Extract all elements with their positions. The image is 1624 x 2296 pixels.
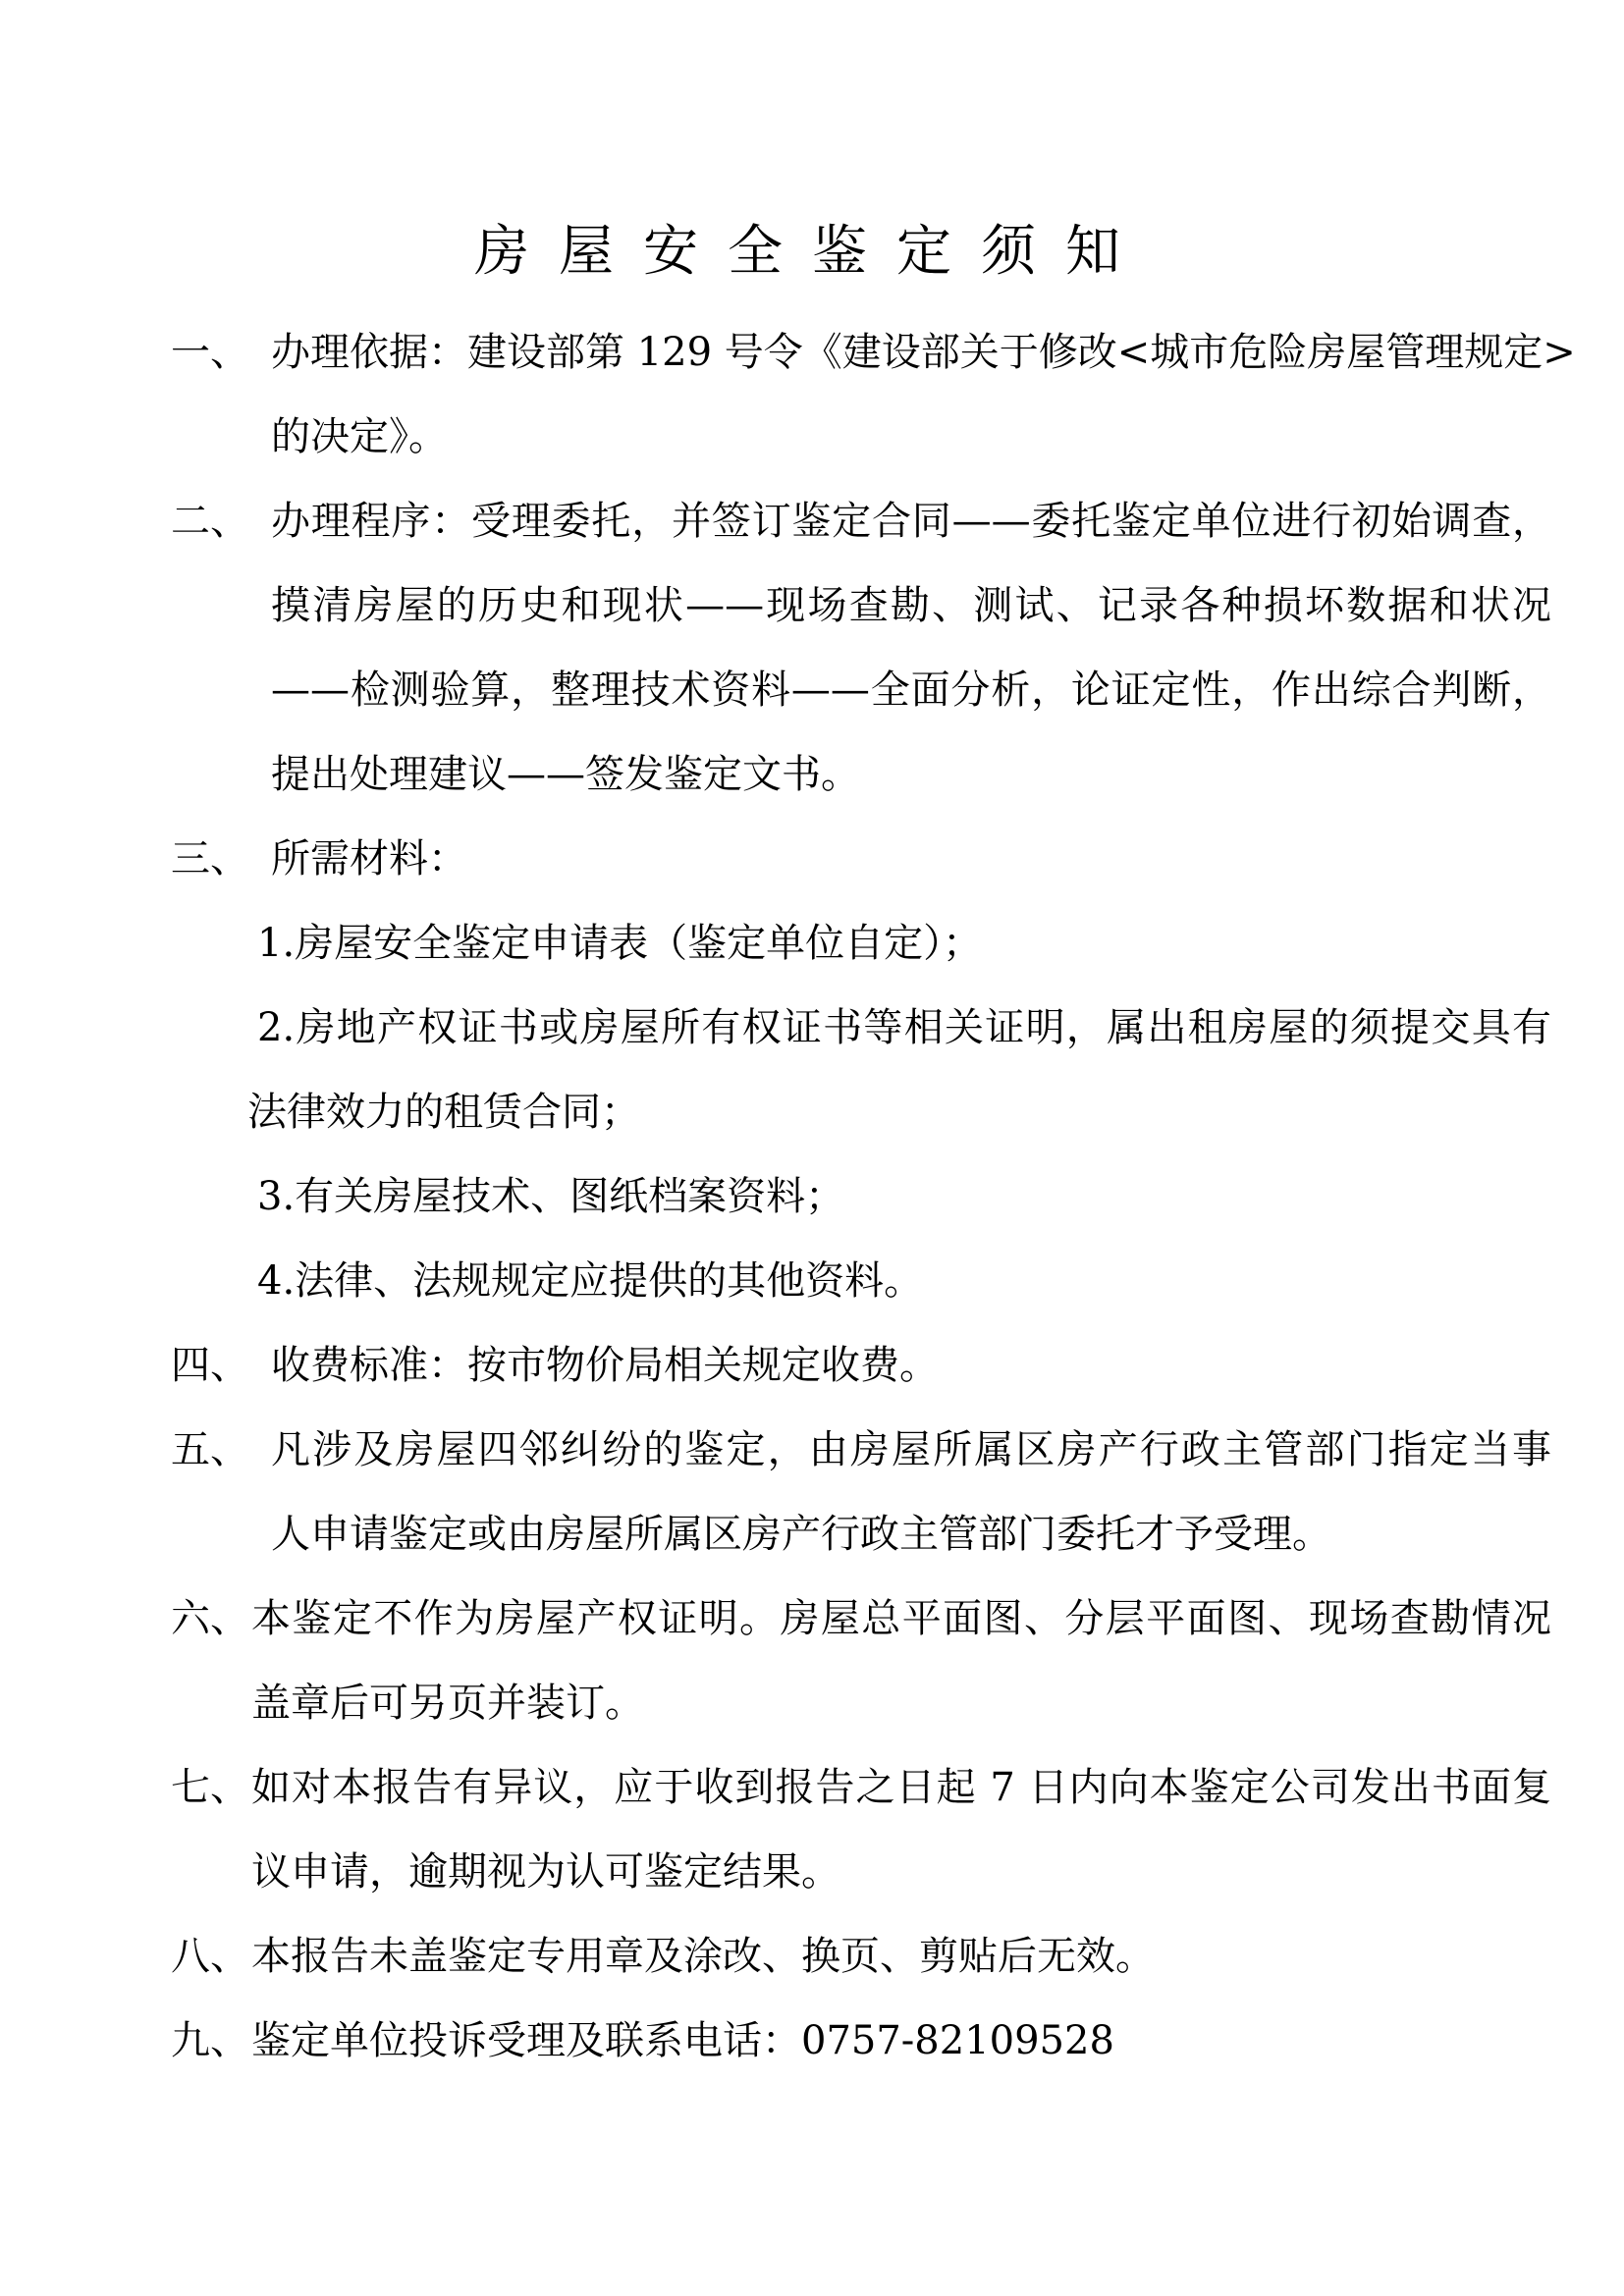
section-number: 七、	[171, 1765, 249, 1810]
section-number: 二、	[171, 499, 249, 544]
section-number: 三、	[171, 836, 249, 881]
section-line: 所需材料：	[271, 836, 467, 881]
section-number: 六、	[171, 1596, 249, 1641]
section-line: 本鉴定不作为房屋产权证明。房屋总平面图、分层平面图、现场查勘情况	[251, 1596, 1551, 1641]
section-line: 摸清房屋的历史和现状——现场查勘、测试、记录各种损坏数据和状况	[271, 583, 1551, 628]
section-line: 收费标准：按市物价局相关规定收费。	[271, 1343, 939, 1388]
section-line: 凡涉及房屋四邻纠纷的鉴定，由房屋所属区房产行政主管部门指定当事	[271, 1427, 1551, 1472]
section-line: 如对本报告有异议，应于收到报告之日起 7 日内向本鉴定公司发出书面复	[251, 1765, 1551, 1810]
section-number: 四、	[171, 1343, 249, 1388]
material-item: 4.法律、法规规定应提供的其他资料。	[257, 1258, 924, 1304]
material-item: 法律效力的租赁合同；	[247, 1090, 640, 1135]
section-line: 办理依据：建设部第 129 号令《建设部关于修改<城市危险房屋管理规定>	[271, 330, 1576, 375]
section-line: 办理程序：受理委托，并签订鉴定合同——委托鉴定单位进行初始调查，	[271, 499, 1551, 544]
section-number: 五、	[171, 1427, 249, 1472]
contact-line: 鉴定单位投诉受理及联系电话：0757-82109528	[251, 2018, 1114, 2063]
section-number: 八、	[171, 1934, 249, 1979]
section-line: 议申请，逾期视为认可鉴定结果。	[251, 1849, 840, 1895]
section-line: 的决定》。	[271, 414, 448, 459]
section-number: 九、	[171, 2018, 249, 2063]
section-number: 一、	[171, 330, 249, 375]
section-line: 人申请鉴定或由房屋所属区房产行政主管部门委托才予受理。	[271, 1512, 1331, 1557]
section-line: 本报告未盖鉴定专用章及涂改、换页、剪贴后无效。	[251, 1934, 1155, 1979]
section-line: 提出处理建议——签发鉴定文书。	[271, 752, 860, 797]
material-item: 2.房地产权证书或房屋所有权证书等相关证明，属出租房屋的须提交具有	[257, 1005, 1551, 1050]
page-title: 房屋安全鉴定须知	[474, 220, 1150, 284]
section-line: 盖章后可另页并装订。	[251, 1681, 644, 1726]
material-item: 1.房屋安全鉴定申请表（鉴定单位自定）；	[257, 921, 983, 966]
material-item: 3.有关房屋技术、图纸档案资料；	[257, 1174, 845, 1219]
section-line: ——检测验算，整理技术资料——全面分析，论证定性，作出综合判断，	[271, 667, 1551, 713]
